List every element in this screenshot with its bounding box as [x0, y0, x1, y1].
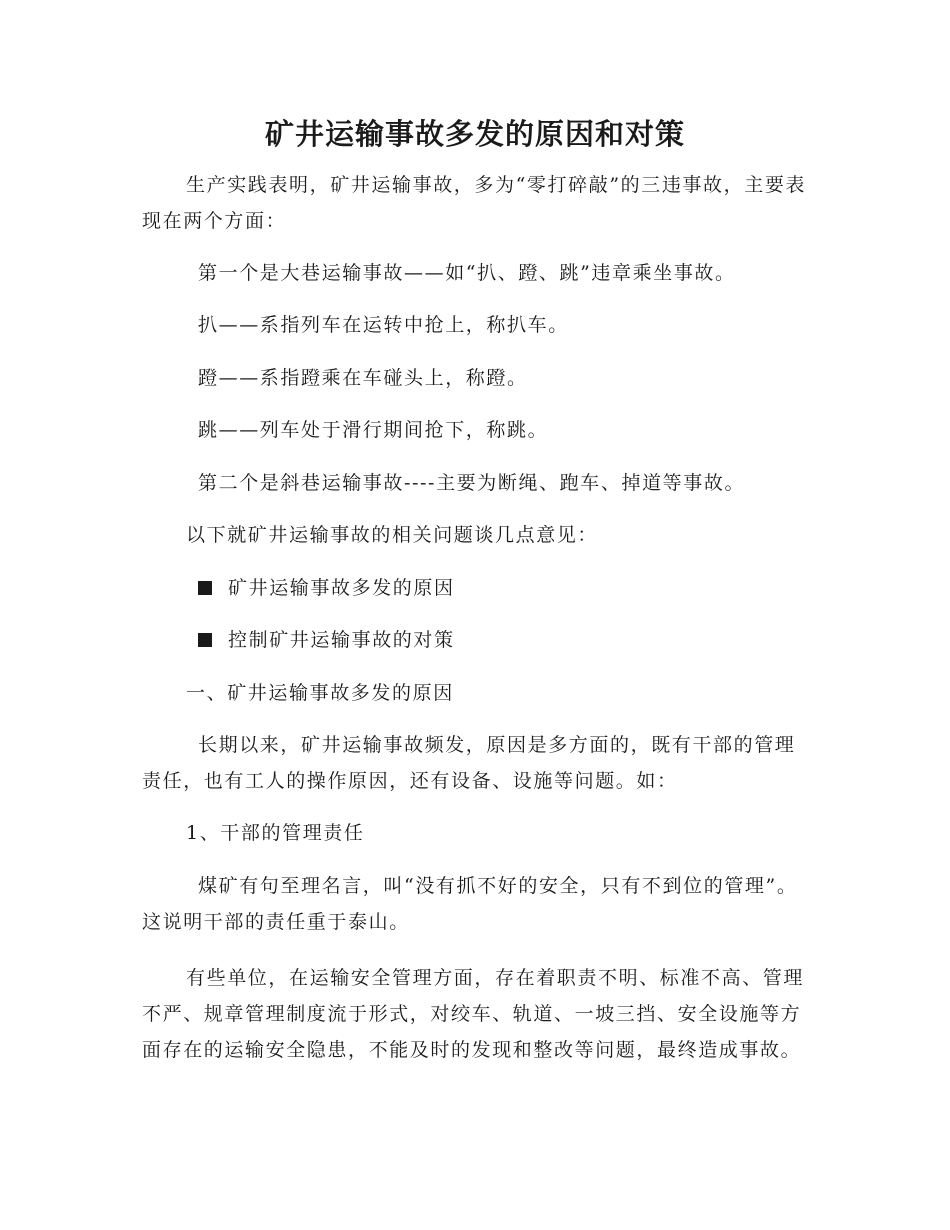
paragraph-opinions-intro: 以下就矿井运输事故的相关问题谈几点意见：: [186, 524, 599, 546]
paragraph-pa: 扒——系指列车在运转中抢上，称扒车。: [198, 314, 569, 336]
square-bullet-icon: [198, 633, 212, 647]
paragraph-first-type: 第一个是大巷运输事故——如“扒、蹬、跳”违章乘坐事故。: [198, 262, 736, 284]
section-paragraph: 长期以来，矿井运输事故频发，原因是多方面的，既有干部的管理责任，也有工人的操作原因，还有设备、设施等问题。如：: [142, 734, 796, 792]
subsection-paragraph: 煤矿有句至理名言，叫“没有抓不好的安全，只有不到位的管理”。这说明干部的责任重于泰山。: [142, 875, 798, 933]
square-bullet-icon: [198, 581, 212, 595]
document-title: 矿井运输事故多发的原因和对策: [264, 117, 685, 151]
paragraph-second-type: 第二个是斜巷运输事故----主要为断绳、跑车、掉道等事故。: [198, 472, 746, 494]
bullet-item: [198, 622, 798, 658]
bullet-text: 控制矿井运输事故的对策: [228, 629, 455, 651]
bullet-item: [198, 570, 798, 606]
bullet-text: 矿井运输事故多发的原因: [228, 577, 455, 599]
paragraph-tiao: 跳——列车处于滑行期间抢下，称跳。: [198, 419, 549, 441]
paragraph-deng: 蹬——系指蹬乘在车碰头上，称蹬。: [198, 367, 528, 389]
section-heading: 一、矿井运输事故多发的原因: [186, 682, 454, 704]
intro-paragraph: 生产实践表明，矿井运输事故，多为“零打碎敲”的三违事故，主要表现在两个方面：: [142, 174, 807, 232]
subsection-heading: 1、干部的管理责任: [186, 822, 365, 844]
subsection-paragraph: 有些单位，在运输安全管理方面，存在着职责不明、标准不高、管理不严、规章管理制度流于形式，对绞车、轨道、一坡三挡、安全设施等方面存在的运输安全隐患，不能及时的发现和整改等问题，最终造成事故。: [142, 967, 805, 1061]
